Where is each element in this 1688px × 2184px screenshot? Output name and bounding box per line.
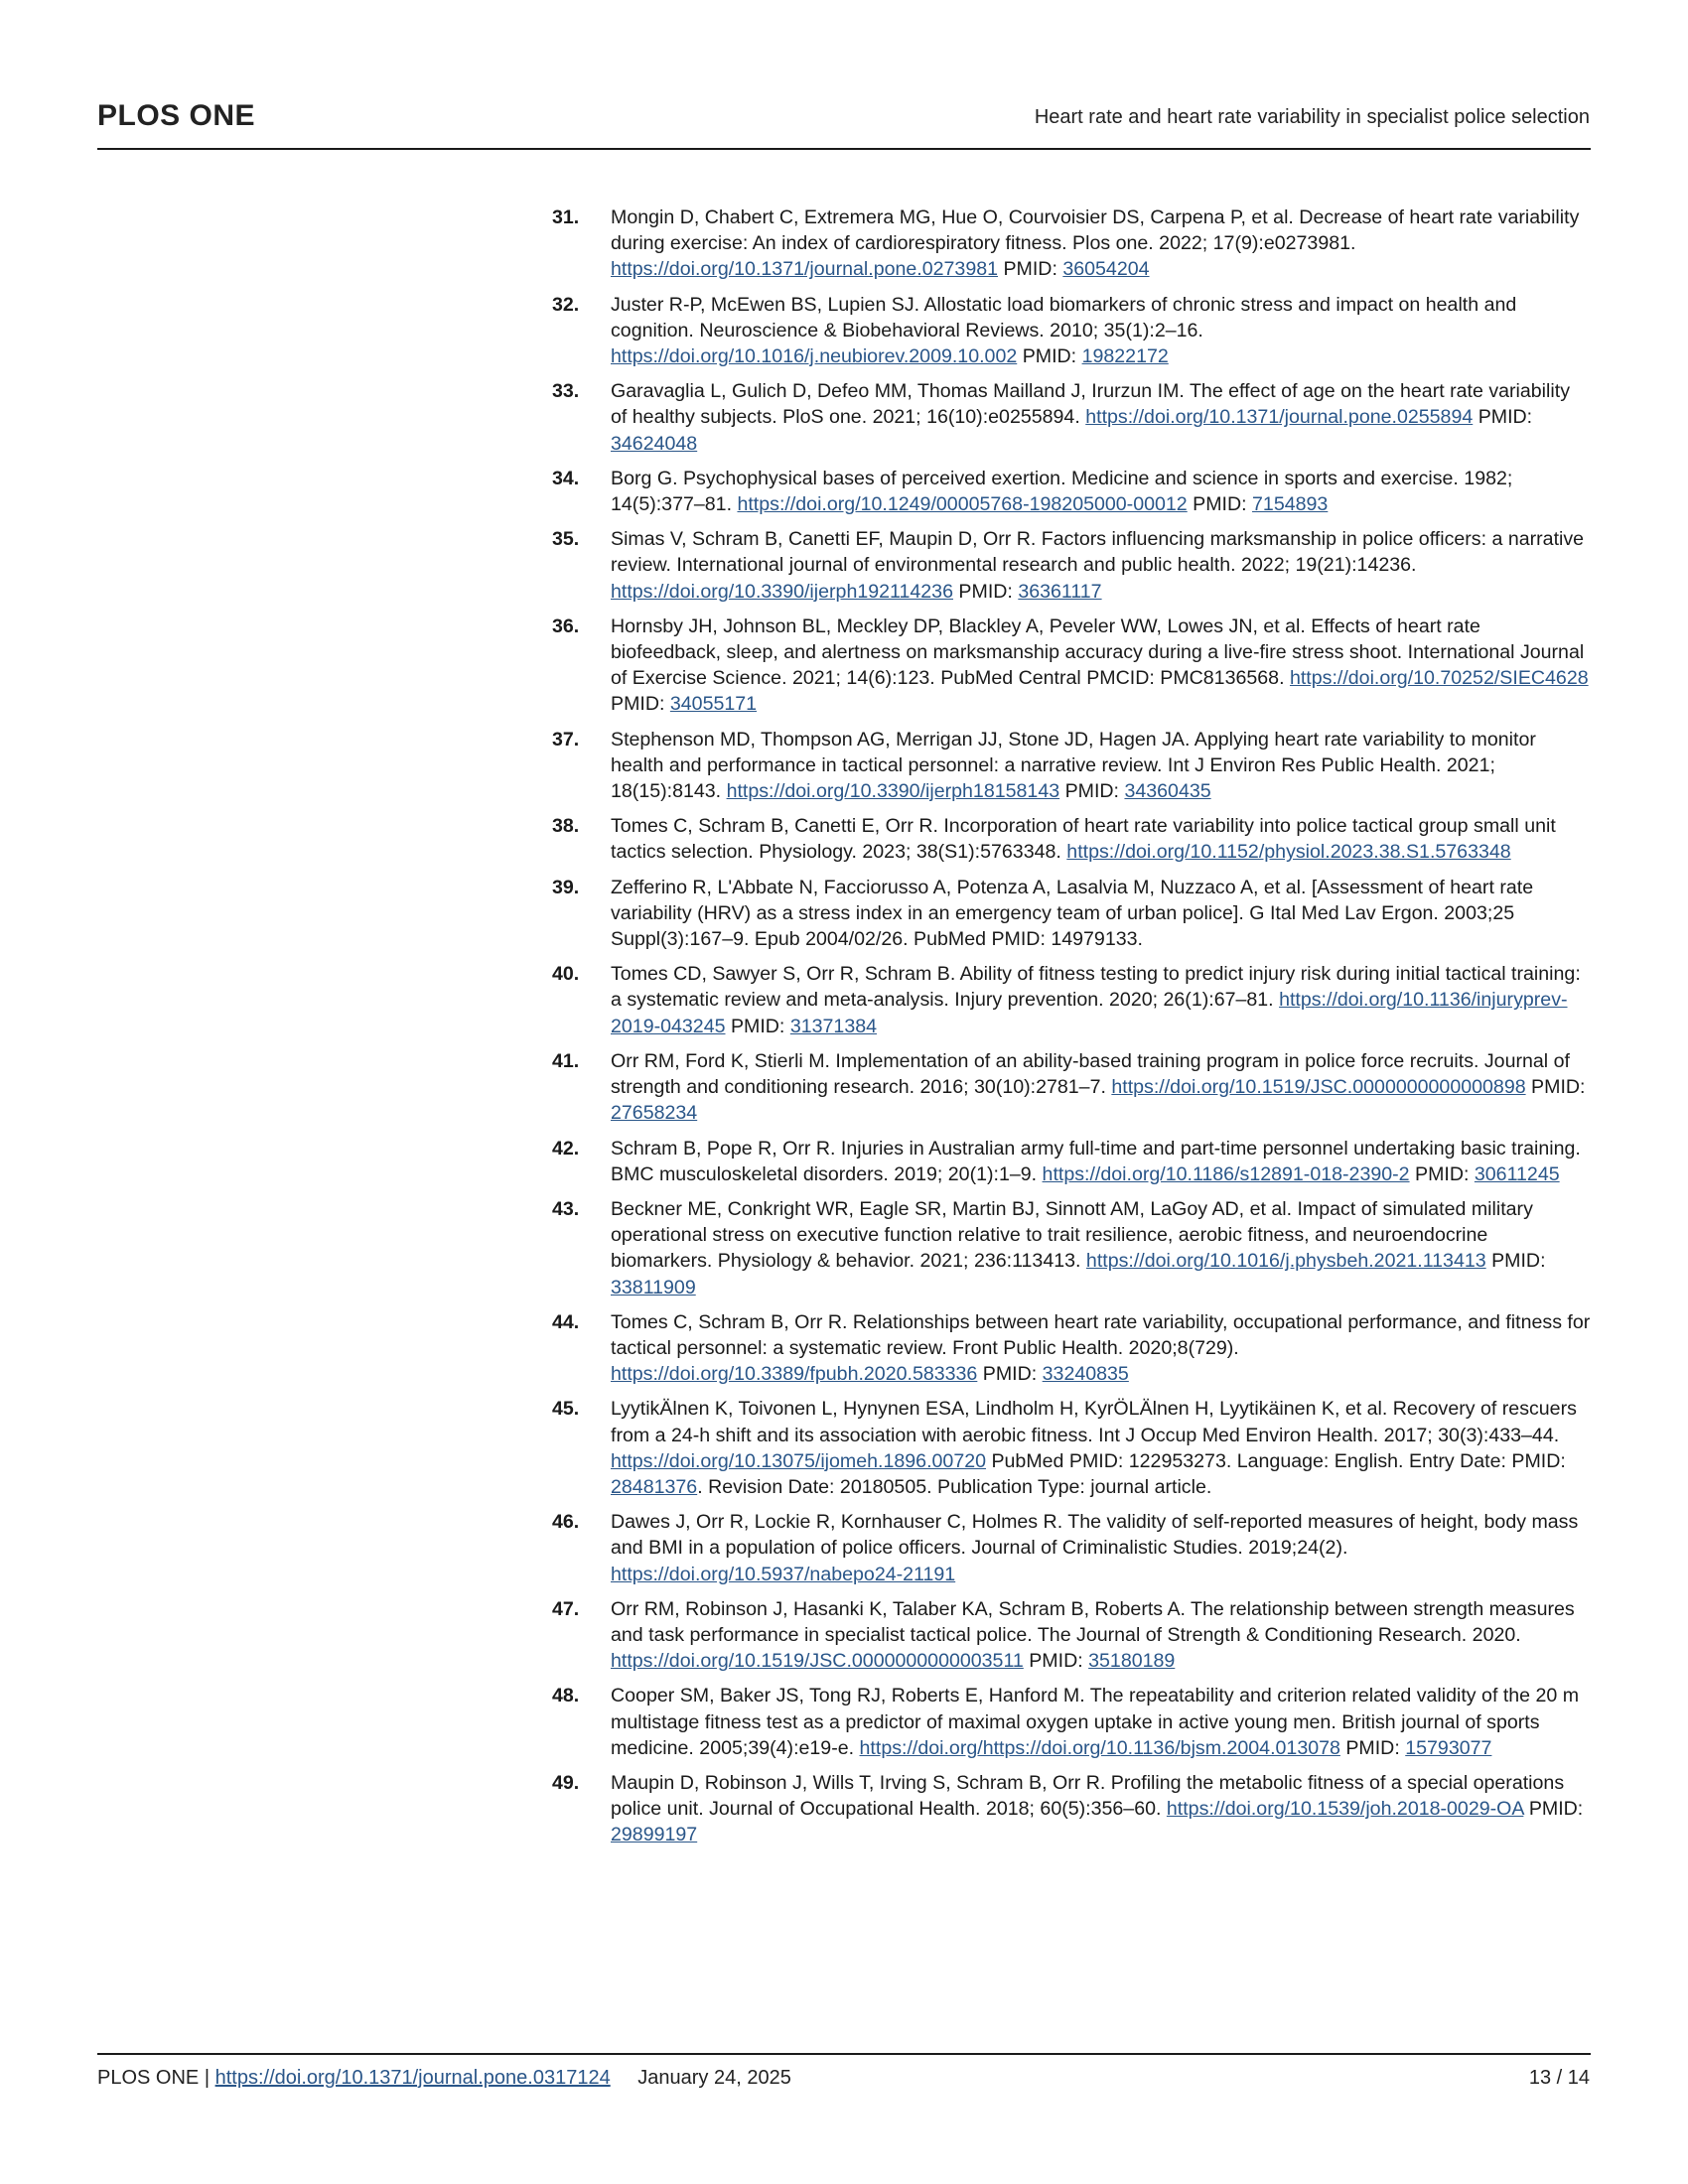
reference-text: Tomes CD, Sawyer S, Orr R, Schram B. Ability of fitness testing to predict injury risk during initial tactical training: a systematic review and meta-analysis. Injury prevention. 2020; 26(1):67–81. [611,963,1581,1012]
reference-text: Hornsby JH, Johnson BL, Meckley DP, Blackley A, Peveler WW, Lowes JN, et al. Effects of heart rate biofeedback, sleep, and alertness on marksmanship accuracy during a live-fire stress shoot. International Journal of Exercise Science. 2021; 14(6):123. PubMed Central PMCID: PMC8136568. [611,614,1585,690]
reference-text: Tomes C, Schram B, Orr R. Relationships between heart rate variability, occupational performance, and fitness for tactical personnel: a systematic review. Front Public Health. 2020;8(729). [611,1310,1591,1359]
reference-pmid-link[interactable]: 27658234 [611,1102,698,1125]
reference-item: 44. Tomes C, Schram B, Orr R. Relationships between heart rate variability, occupational performance, and fitness for tactical personnel: a systematic review. Front Public Health. 2020;8(729). https://doi.org/10.3389/fpubh.2020.583336 PMID: 33240835 [552,1310,1591,1386]
reference-item: 47. Orr RM, Robinson J, Hasanki K, Talaber KA, Schram B, Roberts A. The relationship between strength measures and task performance in specialist tactical police. The Journal of Strength & Conditioning Research. 2020. https://doi.org/10.1519/JSC.0000000000003511 PMID: 35180189 [552,1597,1575,1673]
journal-logo: PLOS ONE [97,99,256,132]
reference-doi-link[interactable]: https://doi.org/10.1136/injuryprev-2019-043245 [611,989,1568,1037]
reference-number: 42. [552,1137,580,1160]
reference-number: 34. [552,467,580,489]
header-divider [97,148,1591,150]
reference-number: 45. [552,1398,580,1421]
reference-text: Simas V, Schram B, Canetti EF, Maupin D, Orr R. Factors influencing marksmanship in police officers: a narrative review. International journal of environmental research and public health. 2022; 19(21):14236. [611,528,1585,577]
reference-pmid-link[interactable]: 31371384 [789,1015,878,1037]
reference-doi-link[interactable]: https://doi.org/10.1186/s12891-018-2390-2 [1042,1162,1410,1185]
reference-item [552,875,1591,953]
reference-pmid-link[interactable]: 36361117 [1018,580,1102,603]
reference-number: 31. [552,206,580,228]
reference-doi-link[interactable]: https://doi.org/10.3390/ijerph192114236 [611,580,953,603]
reference-text: Borg G. Psychophysical bases of perceived exertion. Medicine and science in sports and exercise. 1982; 14(5):377–81. [611,467,1513,516]
reference-item: 31. Mongin D, Chabert C, Extremera MG, Hue O, Courvoisier DS, Carpena P, et al. Decrease of heart rate variability during exercise: An index of cardiorespiratory fitness. Plos one. 2022; 17(9):e0273981. https://doi.org/10.1371/journal.pone.0273981 PMID: 36054204 [552,206,1580,281]
reference-item: 32. Juster R-P, McEwen BS, Lupien SJ. Allostatic load biomarkers of chronic stress and impact on health and cognition. Neuroscience & Biobehavioral Reviews. 2010; 35(1):2–16. https://doi.org/10.1016/j.neubiorev.2009.10.002 PMID: 19822172 [552,293,1517,368]
footer-doi-link[interactable]: https://doi.org/10.1371/journal.pone.0317124 [214,2067,611,2089]
running-title: Heart rate and heart rate variability in specialist police selection [1034,106,1590,128]
reference-note: PubMed PMID: 122953273. Language: English. Entry Date: PMID: [991,1449,1566,1472]
reference-number: 48. [552,1685,580,1707]
reference-number: 44. [552,1310,580,1333]
reference-text: Tomes C, Schram B, Canetti E, Orr R. Incorporation of heart rate variability into police tactical group small unit tactics selection. Physiology. 2023; 38(S1):5763348. [611,815,1556,864]
reference-text: Orr RM, Ford K, Stierli M. Implementation of an ability-based training program in police force recruits. Journal of strength and conditioning research. 2016; 30(10):2781–7. [611,1049,1570,1099]
reference-pmid-link[interactable]: 7154893 [1252,493,1329,516]
reference-item: 41. Orr RM, Ford K, Stierli M. Implementation of an ability-based training program in police force recruits. Journal of strength and conditioning research. 2016; 30(10):2781–7. https://doi.org/10.1519/JSC.0000000000000898 PMID: 27658234 [552,1049,1586,1125]
reference-pmid-link[interactable]: 28481376 [611,1475,698,1498]
reference-pmid-link[interactable]: 36054204 [1062,258,1150,281]
reference-number: 37. [552,728,580,751]
reference-item: 33. Garavaglia L, Gulich D, Defeo MM, Thomas Mailland J, Irurzun IM. The effect of age on the heart rate variability of healthy subjects. PloS one. 2021; 16(10):e0255894. https://doi.org/10.1371/journal.pone.0255894 PMID: 34624048 [552,380,1570,455]
reference-doi-link[interactable]: https://doi.org/10.3389/fpubh.2020.583336 [611,1363,978,1386]
reference-doi-link[interactable]: https://doi.org/10.1249/00005768-198205000-00012 [737,493,1188,516]
reference-text: Cooper SM, Baker JS, Tong RJ, Roberts E, Hanford M. The repeatability and criterion related validity of the 20 m multistage fitness test as a predictor of maximal oxygen uptake in active young men. British journal of sports medicine. 2005;39(4):e19-e. [611,1685,1580,1759]
reference-doi-link[interactable]: https://doi.org/10.1371/journal.pone.0273981 [611,258,999,281]
reference-number: 33. [552,380,580,403]
reference-item: 48. Cooper SM, Baker JS, Tong RJ, Roberts E, Hanford M. The repeatability and criterion related validity of the 20 m multistage fitness test as a predictor of maximal oxygen uptake in active young men. British journal of sports medicine. 2005;39(4):e19-e. https://doi.org/https://doi.org/10.1136/bjsm.2004.013078 PMID: 15793077 [552,1685,1580,1759]
reference-doi-link[interactable]: https://doi.org/10.13075/ijomeh.1896.00720 [611,1449,987,1472]
reference-doi-link[interactable]: https://doi.org/10.1371/journal.pone.0255894 [1085,406,1474,429]
reference-number: 36. [552,614,580,637]
reference-item: 36. Hornsby JH, Johnson BL, Meckley DP, Blackley A, Peveler WW, Lowes JN, et al. Effects of heart rate biofeedback, sleep, and alertness on marksmanship accuracy during a live-fire stress shoot. International Journal of Exercise Science. 2021; 14(6):123. PubMed Central PMCID: PMC8136568. https://doi.org/10.70252/SIEC4628 PMID: 34055171 [552,614,1589,716]
reference-item: 34. Borg G. Psychophysical bases of perceived exertion. Medicine and science in sports and exercise. 1982; 14(5):377–81. https://doi.org/10.1249/00005768-198205000-00012 PMID: 7154893 [552,467,1513,516]
reference-item: 43. Beckner ME, Conkright WR, Eagle SR, Martin BJ, Sinnott AM, LaGoy AD, et al. Impact of simulated military operational stress on executive function relative to trait resilience, aerobic fitness, and neuroendocrine biomarkers. Physiology & behavior. 2021; 236:113413. https://doi.org/10.1016/j.physbeh.2021.113413 PMID: 33811909 [552,1197,1546,1298]
reference-doi-link[interactable]: https://doi.org/10.1519/JSC.0000000000000898 [1111,1076,1526,1099]
reference-text: Schram B, Pope R, Orr R. Injuries in Australian army full-time and part-time personnel undertaking basic training. BMC musculoskeletal disorders. 2019; 20(1):1–9. [611,1137,1581,1185]
page-number: 13 / 14 [1528,2067,1590,2089]
reference-number: 32. [552,293,580,316]
reference-item [552,1509,1591,1587]
reference-text: Juster R-P, McEwen BS, Lupien SJ. Allostatic load biomarkers of chronic stress and impact on health and cognition. Neuroscience & Biobehavioral Reviews. 2010; 35(1):2–16. [611,293,1517,341]
reference-text: Beckner ME, Conkright WR, Eagle SR, Martin BJ, Sinnott AM, LaGoy AD, et al. Impact of simulated military operational stress on executive function relative to trait resilience, aerobic fitness, and neuroendocrine biomarkers. Physiology & behavior. 2021; 236:113413. [611,1197,1533,1273]
reference-text: Mongin D, Chabert C, Extremera MG, Hue O, Courvoisier DS, Carpena P, et al. Decrease of heart rate variability during exercise: An index of cardiorespiratory fitness. Plos one. 2022; 17(9):e0273981. [611,206,1580,255]
reference-number: 46. [552,1511,580,1534]
reference-text: Stephenson MD, Thompson AG, Merrigan JJ, Stone JD, Hagen JA. Applying heart rate variability to monitor health and performance in tactical personnel: a narrative review. Int J Environ Res Public Health. 2021; 18(15):8143. [611,728,1536,803]
reference-number: 41. [552,1049,580,1072]
reference-item: 40. Tomes CD, Sawyer S, Orr R, Schram B. Ability of fitness testing to predict injury risk during initial tactical training: a systematic review and meta-analysis. Injury prevention. 2020; 26(1):67–81. https://doi.org/10.1136/injuryprev-2019-043245 PMID: 31371384 [552,963,1581,1037]
reference-pmid-link[interactable]: 29899197 [611,1824,698,1846]
reference-pmid-link[interactable]: 35180189 [1088,1650,1176,1673]
reference-number: 47. [552,1597,580,1620]
reference-note-tail: . Revision Date: 20180505. Publication Type: journal article. [697,1475,1212,1498]
reference-text: Garavaglia L, Gulich D, Defeo MM, Thomas Mailland J, Irurzun IM. The effect of age on the heart rate variability of healthy subjects. PloS one. 2021; 16(10):e0255894. [611,380,1570,429]
reference-pmid-link[interactable]: 33240835 [1042,1363,1129,1386]
reference-item: 42. Schram B, Pope R, Orr R. Injuries in Australian army full-time and part-time personnel undertaking basic training. BMC musculoskeletal disorders. 2019; 20(1):1–9. https://doi.org/10.1186/s12891-018-2390-2 PMID: 30611245 [552,1137,1581,1185]
reference-number: 43. [552,1197,580,1220]
reference-doi-link[interactable]: https://doi.org/10.1016/j.physbeh.2021.113413 [1085,1250,1486,1273]
reference-doi-link[interactable]: https://doi.org/10.1016/j.neubiorev.2009.10.002 [611,345,1018,368]
reference-text: Zefferino R, L'Abbate N, Facciorusso A, Potenza A, Lasalvia M, Nuzzaco A, et al. [Assessment of heart rate variability (HRV) as a stress index in an emergency team of urban police]. G Ital Med Lav Ergon. 2003;25 Suppl(3):167–9. Epub 2004/02/26. PubMed PMID: 14979133. [611,876,1534,951]
reference-text: LyytikÄlnen K, Toivonen L, Hynynen ESA, Lindholm H, KyrÖLÄlnen H, Lyytikäinen K, et al. Recovery of rescuers from a 24-h shift and its association with aerobic fitness. Int J Occup Med Environ Health. 2017; 30(3):433–44. [611,1398,1577,1446]
reference-number: 39. [552,876,580,898]
reference-doi-link[interactable]: https://doi.org/10.70252/SIEC4628 [1289,667,1589,690]
reference-item: 37. Stephenson MD, Thompson AG, Merrigan JJ, Stone JD, Hagen JA. Applying heart rate variability to monitor health and performance in tactical personnel: a narrative review. Int J Environ Res Public Health. 2021; 18(15):8143. https://doi.org/10.3390/ijerph18158143 PMID: 34360435 [552,728,1536,803]
footer-journal: PLOS ONE [97,2067,200,2089]
reference-pmid-link[interactable]: 33811909 [611,1276,696,1298]
reference-number: 35. [552,528,580,551]
reference-doi-link[interactable]: https://doi.org/10.1152/physiol.2023.38.S1.5763348 [1066,841,1511,864]
reference-item: 35. Simas V, Schram B, Canetti EF, Maupin D, Orr R. Factors influencing marksmanship in police officers: a narrative review. International journal of environmental research and public health. 2022; 19(21):14236. https://doi.org/10.3390/ijerph192114236 PMID: 36361117 [552,528,1585,603]
reference-number: 40. [552,963,580,986]
reference-item: 49. Maupin D, Robinson J, Wills T, Irving S, Schram B, Orr R. Profiling the metabolic fitness of a special operations police unit. Journal of Occupational Health. 2018; 60(5):356–60. https://doi.org/10.1539/joh.2018-0029-OA PMID: 29899197 [552,1771,1584,1846]
footer-separator: | [204,2067,211,2089]
reference-pmid-link[interactable]: 34055171 [669,693,758,716]
reference-pmid-link[interactable]: 34360435 [1124,780,1211,803]
reference-text: Dawes J, Orr R, Lockie R, Kornhauser C, Holmes R. The validity of self-reported measures of height, body mass and BMI in a population of police officers. Journal of Criminalistic Studies. 2019;24(2). [611,1511,1579,1560]
reference-pmid-link[interactable]: 15793077 [1405,1736,1492,1759]
reference-doi-link[interactable]: https://doi.org/10.1539/joh.2018-0029-OA [1166,1798,1524,1821]
reference-item [552,813,1591,865]
reference-doi-link[interactable]: https://doi.org/10.5937/nabepo24-21191 [611,1563,956,1585]
reference-text: Orr RM, Robinson J, Hasanki K, Talaber KA, Schram B, Roberts A. The relationship between strength measures and task performance in specialist tactical police. The Journal of Strength & Conditioning Research. 2020. [611,1597,1575,1646]
reference-text: Maupin D, Robinson J, Wills T, Irving S, Schram B, Orr R. Profiling the metabolic fitness of a special operations police unit. Journal of Occupational Health. 2018; 60(5):356–60. [611,1771,1565,1821]
reference-doi-link[interactable]: https://doi.org/10.3390/ijerph18158143 [726,780,1060,803]
reference-list [552,205,1591,1857]
reference-pmid-link[interactable]: 34624048 [611,432,698,455]
reference-number: 38. [552,815,580,838]
reference-item [552,1396,1591,1500]
reference-doi-link[interactable]: https://doi.org/10.1519/JSC.0000000000003511 [611,1650,1024,1673]
footer-citation [97,2067,791,2090]
reference-doi-link[interactable]: https://doi.org/https://doi.org/10.1136/bjsm.2004.013078 [859,1736,1340,1759]
reference-pmid-link[interactable]: 30611245 [1474,1162,1560,1185]
footer-divider [97,2053,1591,2055]
reference-number: 49. [552,1771,580,1794]
footer-date: January 24, 2025 [637,2067,791,2089]
reference-pmid-link[interactable]: 19822172 [1081,345,1169,368]
